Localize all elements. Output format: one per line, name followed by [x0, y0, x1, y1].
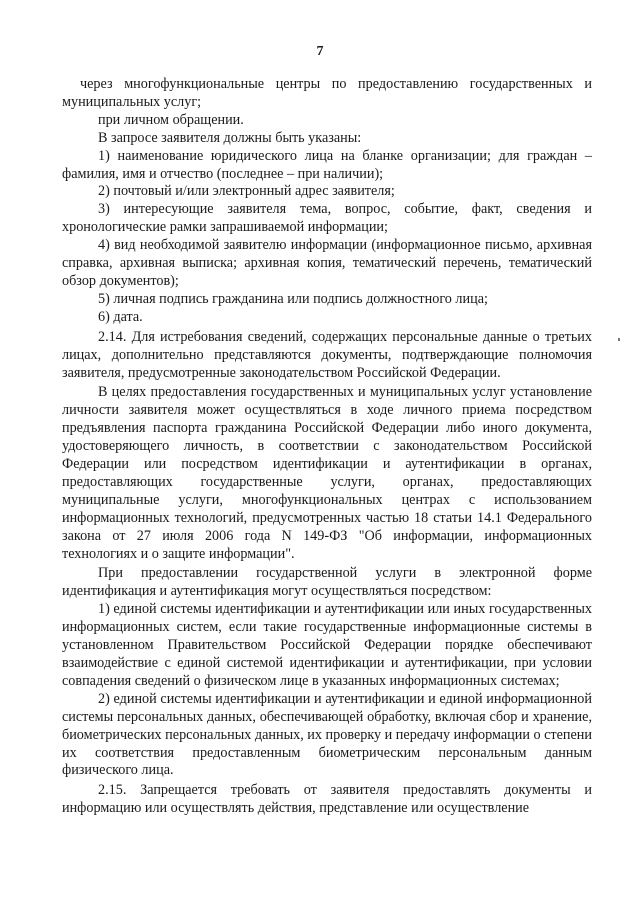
page-number: 7 [316, 44, 324, 59]
list-item: 1) наименование юридического лица на бланке организации; для граждан – фамилия, имя и отчество (последнее – при наличии); [62, 147, 592, 182]
paragraph: При предоставлении государственной услуги в электронной форме идентификация и аутентификация могут осуществляться посредством: [62, 565, 592, 600]
list-item: 3) интересующие заявителя тема, вопрос, событие, факт, сведения и хронологические рамки запрашиваемой информации; [62, 201, 592, 236]
list-item: 6) дата. [98, 308, 143, 325]
list-item: 2) почтовый и/или электронный адрес заявителя; [98, 183, 395, 200]
section-2-15: 2.15. Запрещается требовать от заявителя предоставлять документы и информацию или осуществлять действия, представление или осуществление [62, 782, 592, 817]
section-2-14: 2.14. Для истребования сведений, содержащих персональные данные о третьих лицах, дополнительно представляются документы, подтверждающие полномочия заявителя, предусмотренные законодательством Российской Федерации. [62, 328, 592, 381]
list-item: 5) личная подпись гражданина или подпись должностного лица; [98, 290, 488, 307]
paragraph: В запросе заявителя должны быть указаны: [98, 129, 362, 146]
list-item: 2) единой системы идентификации и аутентификации и единой информационной системы персональных данных, обеспечивающей обработку, включая сбор и хранение, биометрических персональных данных, их проверку и передачу информации о степени их соответствия предоставленным биометрическим персональным данным физического лица. [62, 690, 592, 779]
list-item: 1) единой системы идентификации и аутентификации или иных государственных информационных систем, если такие государственные информационные системы в установленном Правительством Российской Федерации порядке обеспечивают взаимодействие с единой системой идентификации и аутентификации, при условии совпадения сведений о физическом лице в указанных информационных системах; [62, 601, 592, 689]
list-item: 4) вид необходимой заявителю информации (информационное письмо, архивная справка, архивная выписка; архивная копия, тематический перечень, тематический обзор документов); [62, 237, 592, 289]
document-body [62, 76, 592, 818]
paragraph: при личном обращении. [98, 111, 244, 128]
paragraph: В целях предоставления государственных и муниципальных услуг установление личности заявителя может осуществляться в ходе личного приема посредством предъявления паспорта гражданина Российской Федерации либо иного документа, удостоверяющего личность, в соответствии с законодательством Российской Федерации или посредством идентификации и аутентификации в органах, предоставляющих государственные услуги, органах, предоставляющих муниципальные услуги, многофункциональных центрах с использованием информационных технологий, предусмотренных частью 18 статьи 14.1 Федерального закона от 27 июля 2006 года N 149-ФЗ "Об информации, информационных технологиях и о защите информации". [62, 384, 592, 562]
scan-speck [618, 338, 620, 341]
paragraph: через многофункциональные центры по предоставлению государственных и муниципальных услуг; [62, 76, 592, 110]
